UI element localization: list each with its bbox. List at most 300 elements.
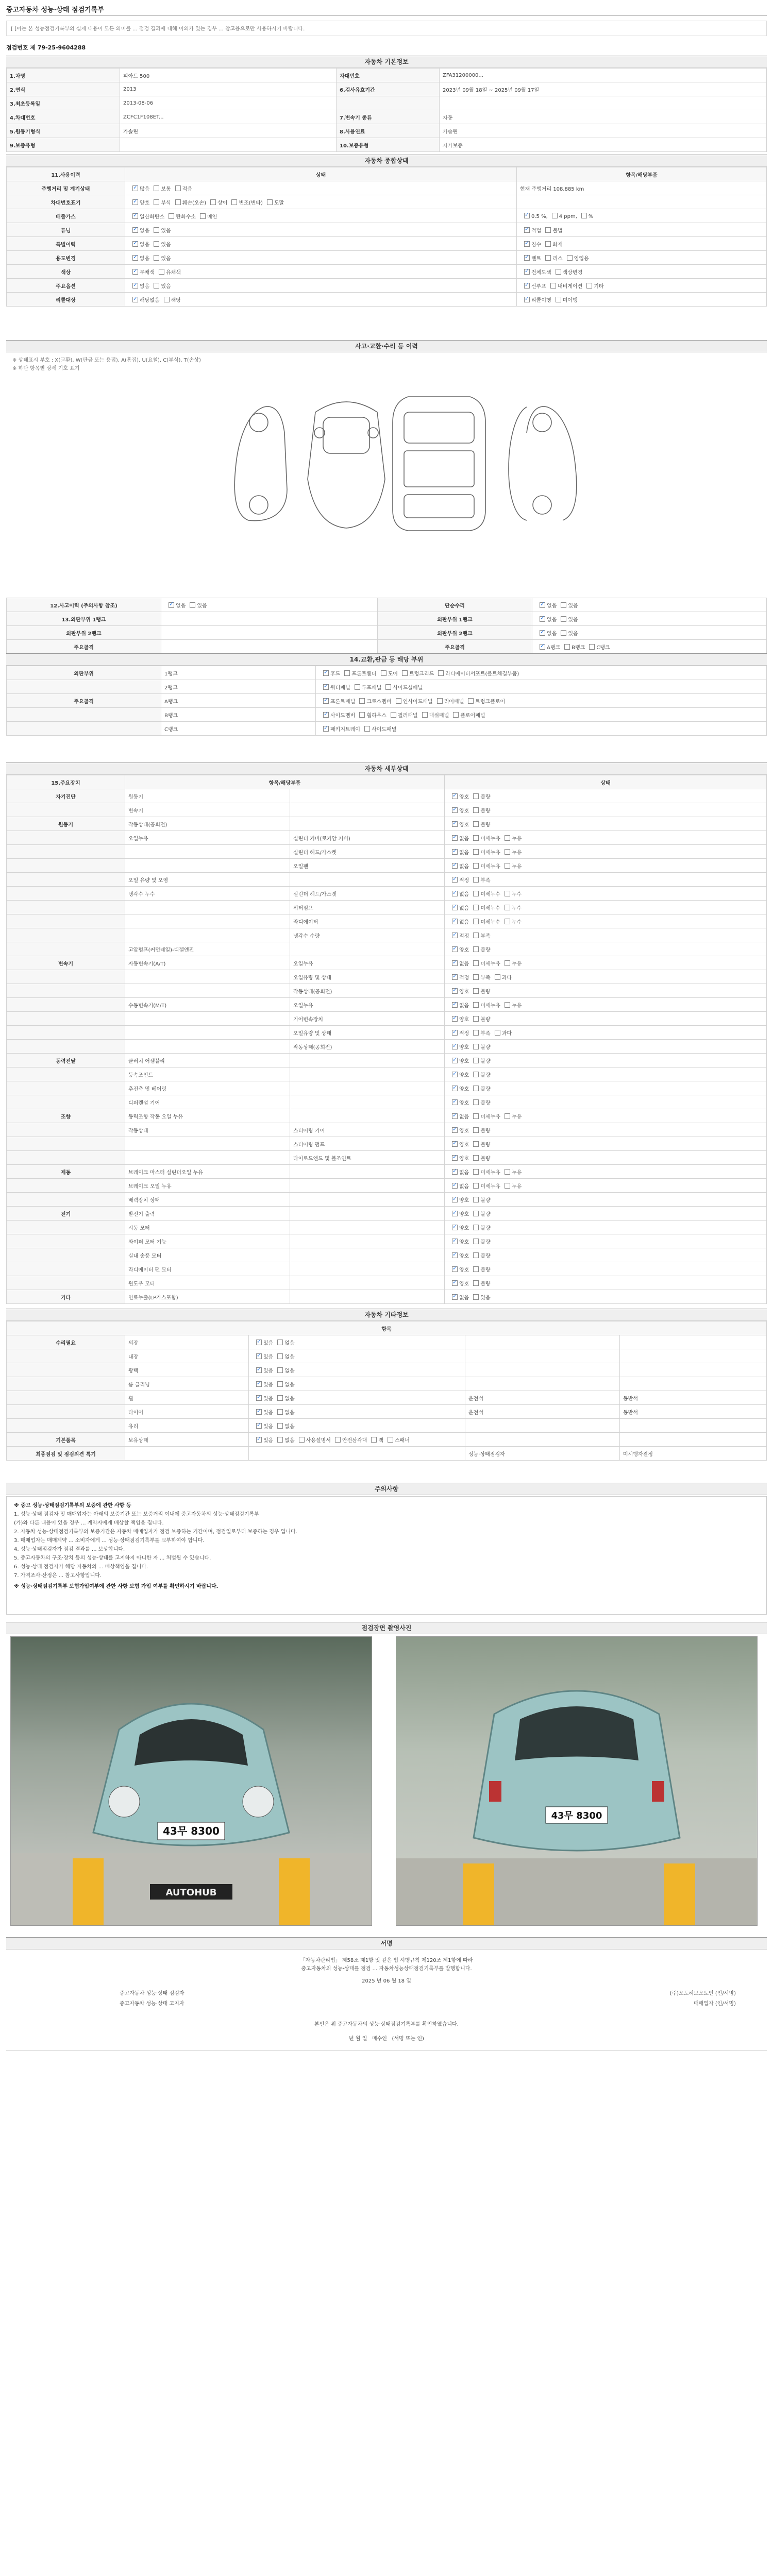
checkbox[interactable] — [169, 213, 174, 219]
sub-item-name — [290, 1207, 445, 1221]
checkbox[interactable] — [473, 1127, 479, 1133]
checkbox-label: 있음 — [263, 1340, 274, 1346]
checkbox[interactable] — [505, 891, 510, 896]
checkbox[interactable] — [452, 1211, 458, 1216]
inspection-number-label: 점검번호 제 — [6, 44, 36, 51]
checkbox[interactable] — [473, 1141, 479, 1147]
status-cell — [445, 1193, 767, 1207]
row-label: 배출가스 — [7, 209, 125, 223]
table-row — [7, 666, 767, 680]
checkbox-label: 트렁크플로어 — [475, 699, 506, 705]
row-item: 타이어 — [125, 1405, 249, 1419]
checkbox[interactable] — [505, 1002, 510, 1008]
checkbox-label: 사이드멤버 — [330, 713, 356, 719]
checkbox-label: 플로어패널 — [460, 713, 485, 719]
checkbox[interactable] — [359, 712, 365, 718]
checkbox[interactable] — [256, 1381, 262, 1387]
checkbox[interactable] — [277, 1423, 283, 1429]
status-cell — [445, 1207, 767, 1221]
table-row — [7, 626, 767, 640]
checkbox[interactable] — [452, 933, 458, 938]
checkbox-label: 불량 — [480, 822, 491, 828]
checkbox[interactable] — [473, 891, 479, 896]
table-row — [7, 69, 767, 82]
row-group — [7, 1405, 125, 1419]
checkbox[interactable] — [132, 241, 138, 247]
checkbox[interactable] — [256, 1367, 262, 1373]
row-group: 수리필요 — [7, 1335, 125, 1349]
checkbox-label: 필러패널 — [397, 713, 418, 719]
checkbox-label: % — [588, 213, 594, 219]
checkbox[interactable] — [359, 698, 365, 704]
checkbox[interactable] — [540, 602, 545, 608]
checkbox[interactable] — [164, 297, 170, 302]
checkbox[interactable] — [505, 835, 510, 841]
checkbox[interactable] — [132, 213, 138, 219]
table-row — [7, 195, 767, 209]
extra-cell: 동반석 — [620, 1405, 767, 1419]
table-row — [7, 831, 767, 845]
autohub-sign: AUTOHUB — [165, 1887, 217, 1898]
checkbox[interactable] — [154, 227, 159, 233]
status-cell — [125, 265, 517, 279]
checkbox[interactable] — [323, 670, 329, 676]
checkbox[interactable] — [473, 863, 479, 869]
checkbox[interactable] — [175, 185, 181, 191]
checkbox[interactable] — [524, 283, 530, 289]
checkbox[interactable] — [452, 1197, 458, 1202]
checkbox[interactable] — [473, 1030, 479, 1036]
checkbox[interactable] — [452, 1086, 458, 1091]
checkbox[interactable] — [473, 1169, 479, 1175]
item-name: 실내 송풍 모터 — [125, 1248, 290, 1262]
checkbox[interactable] — [552, 213, 558, 218]
status-cell — [125, 279, 517, 293]
basic-label: 4.차대번호 — [7, 110, 120, 124]
checkbox[interactable] — [505, 1113, 510, 1119]
checkbox[interactable] — [505, 905, 510, 910]
checkbox[interactable] — [452, 1183, 458, 1189]
checkbox[interactable] — [452, 1280, 458, 1286]
checkbox[interactable] — [154, 185, 159, 191]
checkbox-label: 불량 — [480, 1072, 491, 1078]
checkbox[interactable] — [132, 185, 138, 191]
item-name: 작동상태 — [125, 1123, 290, 1137]
checkbox[interactable] — [524, 255, 530, 261]
checkbox-label: 있음 — [161, 283, 171, 290]
device-group: 제동 — [7, 1165, 125, 1179]
checkbox[interactable] — [452, 835, 458, 841]
checkbox-label: 훼손(오손) — [182, 200, 207, 206]
checkbox[interactable] — [452, 1072, 458, 1077]
checkbox[interactable] — [473, 821, 479, 827]
checkbox[interactable] — [154, 199, 159, 205]
checkbox[interactable] — [422, 712, 428, 718]
signature-date: 2025 년 06 월 18 일 — [362, 1978, 411, 1984]
checkbox-label: 미이행 — [562, 297, 578, 303]
accident-parts-subtitle: 14.교환,판금 등 해당 부위 — [6, 653, 767, 666]
checkbox[interactable] — [473, 1002, 479, 1008]
checkbox[interactable] — [453, 712, 459, 718]
checkbox[interactable] — [277, 1395, 283, 1401]
checkbox[interactable] — [540, 616, 545, 622]
checkbox[interactable] — [256, 1395, 262, 1401]
checkbox[interactable] — [473, 974, 479, 980]
checkbox[interactable] — [231, 199, 237, 205]
checkbox[interactable] — [473, 1280, 479, 1286]
checkbox[interactable] — [452, 905, 458, 910]
checkbox[interactable] — [452, 1266, 458, 1272]
table-row — [7, 612, 767, 626]
extra-cell — [620, 1363, 767, 1377]
checkbox[interactable] — [452, 793, 458, 799]
checkbox[interactable] — [505, 849, 510, 855]
table-row — [7, 251, 767, 265]
checkbox-label: 휠하우스 — [366, 713, 386, 719]
checkbox-label: 양호 — [459, 1016, 469, 1023]
checkbox-label: 양호 — [459, 822, 469, 828]
checkbox[interactable] — [473, 877, 479, 883]
checkbox-label: 잭 — [378, 1437, 383, 1444]
checkbox[interactable] — [190, 602, 195, 608]
checkbox[interactable] — [540, 630, 545, 636]
checkbox[interactable] — [452, 1058, 458, 1063]
item-name — [125, 845, 290, 859]
checkbox[interactable] — [210, 199, 216, 205]
footer-divider — [6, 2050, 767, 2051]
checkbox[interactable] — [473, 1211, 479, 1216]
table-row — [7, 722, 767, 736]
checkbox[interactable] — [385, 684, 391, 690]
checkbox[interactable] — [154, 255, 159, 261]
device-group — [7, 1193, 125, 1207]
sub-item-name — [290, 1248, 445, 1262]
item-name — [125, 1040, 290, 1054]
checkbox-label: 도어 — [388, 671, 398, 677]
checkbox[interactable] — [452, 1225, 458, 1230]
checkbox[interactable] — [323, 726, 329, 732]
checkbox[interactable] — [452, 1099, 458, 1105]
checkbox-label: 선루프 — [531, 283, 546, 290]
checkbox[interactable] — [452, 960, 458, 966]
checkbox[interactable] — [495, 974, 500, 980]
row-label: 13.외판부위 1랭크 — [7, 612, 161, 626]
checkbox[interactable] — [335, 1437, 341, 1443]
status-cell — [249, 1363, 465, 1377]
status-cell — [445, 831, 767, 845]
status-cell — [445, 914, 767, 928]
sub-item-name: 작동상태(공회전) — [290, 984, 445, 998]
checkbox[interactable] — [452, 1169, 458, 1175]
checkbox[interactable] — [473, 793, 479, 799]
inspection-number-value: 79-25-9604288 — [37, 44, 86, 51]
checkbox[interactable] — [169, 602, 174, 608]
checkbox[interactable] — [524, 213, 530, 218]
checkbox-label: 영업용 — [574, 256, 589, 262]
checkbox[interactable] — [371, 1437, 377, 1443]
checkbox[interactable] — [452, 1044, 458, 1049]
checkbox[interactable] — [550, 283, 556, 289]
checkbox[interactable] — [323, 684, 329, 690]
checkbox[interactable] — [545, 241, 551, 247]
checkbox[interactable] — [473, 1294, 479, 1300]
sub-item-name: 실린더 커버(로커암 커버) — [290, 831, 445, 845]
checkbox[interactable] — [540, 644, 545, 650]
checkbox[interactable] — [277, 1381, 283, 1387]
device-group — [7, 1067, 125, 1081]
checkbox[interactable] — [473, 905, 479, 910]
checkbox[interactable] — [355, 684, 360, 690]
checkbox[interactable] — [277, 1367, 283, 1373]
row-label: 주요골격 — [7, 640, 161, 654]
checkbox[interactable] — [323, 712, 329, 718]
sub-item-name — [290, 1081, 445, 1095]
checkbox[interactable] — [473, 1155, 479, 1161]
checkbox[interactable] — [452, 849, 458, 855]
checkbox[interactable] — [256, 1353, 262, 1359]
checkbox[interactable] — [452, 919, 458, 924]
device-group — [7, 1012, 125, 1026]
row-label: 차대번호표기 — [7, 195, 125, 209]
checkbox[interactable] — [567, 255, 573, 261]
checkbox[interactable] — [495, 1030, 500, 1036]
checkbox[interactable] — [473, 933, 479, 938]
checkbox[interactable] — [132, 283, 138, 289]
checkbox[interactable] — [452, 974, 458, 980]
checkbox[interactable] — [452, 821, 458, 827]
checkbox[interactable] — [556, 297, 561, 302]
checkbox-label: 색상변경 — [562, 269, 583, 276]
checkbox[interactable] — [473, 807, 479, 813]
checkbox[interactable] — [381, 670, 386, 676]
checkbox[interactable] — [159, 269, 164, 275]
basic-value-right: 자동 — [440, 110, 767, 124]
checkbox[interactable] — [452, 1294, 458, 1300]
checkbox[interactable] — [452, 877, 458, 883]
checkbox-label: 유채색 — [165, 269, 181, 276]
checkbox-label: A랭크 — [547, 645, 561, 651]
checkbox[interactable] — [277, 1353, 283, 1359]
checkbox[interactable] — [452, 1141, 458, 1147]
checkbox[interactable] — [524, 297, 530, 302]
checkbox[interactable] — [589, 644, 595, 650]
checkbox[interactable] — [452, 1252, 458, 1258]
checkbox[interactable] — [561, 630, 566, 636]
status-cell — [125, 209, 517, 223]
checkbox[interactable] — [277, 1437, 283, 1443]
checkbox[interactable] — [473, 1239, 479, 1244]
checkbox[interactable] — [452, 988, 458, 994]
checkbox[interactable] — [256, 1423, 262, 1429]
status-cell — [161, 612, 378, 626]
checkbox[interactable] — [586, 283, 592, 289]
table-row — [7, 887, 767, 901]
checkbox[interactable] — [256, 1437, 262, 1443]
checkbox[interactable] — [396, 698, 401, 704]
checkbox-label: 부족 — [480, 1030, 491, 1037]
device-group — [7, 1026, 125, 1040]
checkbox[interactable] — [473, 1225, 479, 1230]
checkbox-label: 불량 — [480, 1156, 491, 1162]
checkbox[interactable] — [154, 241, 159, 247]
checkbox[interactable] — [452, 891, 458, 896]
table-row — [7, 1262, 767, 1276]
checkbox[interactable] — [524, 269, 530, 275]
device-group: 원동기 — [7, 817, 125, 831]
table-row — [7, 1377, 767, 1391]
checkbox[interactable] — [473, 1044, 479, 1049]
checkbox[interactable] — [473, 1016, 479, 1022]
checkbox-label: 미세누유 — [480, 863, 500, 870]
row-item: 외장 — [125, 1335, 249, 1349]
checkbox[interactable] — [132, 255, 138, 261]
checkbox[interactable] — [473, 835, 479, 841]
checkbox[interactable] — [473, 1086, 479, 1091]
checkbox[interactable] — [561, 616, 566, 622]
checkbox[interactable] — [468, 698, 474, 704]
checkbox-label: 있음 — [568, 617, 578, 623]
checkbox[interactable] — [452, 1016, 458, 1022]
status-cell — [445, 817, 767, 831]
part-rank: B랭크 — [161, 708, 316, 722]
checkbox[interactable] — [132, 297, 138, 302]
checkbox[interactable] — [323, 698, 329, 704]
sub-item-name: 스티어링 펌프 — [290, 1137, 445, 1151]
status-cell — [445, 1137, 767, 1151]
checkbox[interactable] — [473, 919, 479, 924]
table-row — [7, 223, 767, 237]
checkbox[interactable] — [132, 227, 138, 233]
checkbox[interactable] — [473, 1266, 479, 1272]
checkbox-label: 기타 — [594, 283, 604, 290]
status-cell — [161, 598, 378, 612]
checkbox[interactable] — [132, 199, 138, 205]
part-group — [7, 708, 161, 722]
checkbox[interactable] — [473, 988, 479, 994]
checkbox-label: 없음 — [284, 1368, 295, 1374]
checkbox-label: 미세누유 — [480, 1114, 500, 1120]
checkbox[interactable] — [438, 670, 444, 676]
checkbox[interactable] — [256, 1340, 262, 1345]
table-row — [7, 1137, 767, 1151]
checkbox[interactable] — [452, 946, 458, 952]
checkbox[interactable] — [473, 849, 479, 855]
item-name — [125, 970, 290, 984]
checkbox-label: 없음 — [547, 603, 557, 609]
checkbox[interactable] — [391, 712, 396, 718]
checkbox[interactable] — [473, 1183, 479, 1189]
table-header-row — [7, 775, 767, 789]
checkbox[interactable] — [452, 863, 458, 869]
checkbox[interactable] — [581, 213, 587, 218]
table-row — [7, 1040, 767, 1054]
checkbox[interactable] — [473, 1197, 479, 1202]
checkbox-label: 적음 — [182, 186, 192, 192]
checkbox[interactable] — [267, 199, 273, 205]
checkbox[interactable] — [473, 946, 479, 952]
checkbox[interactable] — [132, 269, 138, 275]
checkbox[interactable] — [473, 1058, 479, 1063]
checkbox[interactable] — [473, 1072, 479, 1077]
checkbox[interactable] — [388, 1437, 393, 1443]
buyer-label: 매수인 — [372, 2036, 387, 2042]
checkbox[interactable] — [505, 1183, 510, 1189]
checkbox-label: 있음 — [161, 242, 171, 248]
basic-value: 피아트 500 — [120, 69, 337, 82]
checkbox[interactable] — [402, 670, 408, 676]
checkbox[interactable] — [154, 283, 159, 289]
checkbox[interactable] — [277, 1340, 283, 1345]
checkbox-label: 불량 — [480, 1058, 491, 1064]
checkbox[interactable] — [561, 602, 566, 608]
checkbox[interactable] — [452, 807, 458, 813]
checkbox[interactable] — [452, 1239, 458, 1244]
checkbox[interactable] — [200, 213, 206, 219]
checkbox[interactable] — [524, 227, 530, 233]
table-row — [7, 928, 767, 942]
row-label: 주요옵션 — [7, 279, 125, 293]
checkbox[interactable] — [452, 1155, 458, 1161]
checkbox[interactable] — [452, 1113, 458, 1119]
checkbox[interactable] — [545, 227, 551, 233]
checkbox[interactable] — [505, 863, 510, 869]
checkbox-label: 렌트 — [531, 256, 542, 262]
checkbox-label: 누수 — [511, 891, 522, 897]
checkbox[interactable] — [344, 670, 350, 676]
rear-photo — [396, 1636, 758, 1926]
table-row — [7, 1165, 767, 1179]
item-name: 원동기 — [125, 789, 290, 803]
detail-cell — [517, 265, 767, 279]
checkbox[interactable] — [364, 726, 370, 732]
checkbox[interactable] — [452, 1030, 458, 1036]
checkbox[interactable] — [277, 1409, 283, 1415]
accident-parts-table — [6, 666, 767, 736]
status-cell — [125, 223, 517, 237]
checkbox-label: 없음 — [547, 617, 557, 623]
checkbox[interactable] — [175, 199, 181, 205]
checkbox[interactable] — [437, 698, 443, 704]
checkbox[interactable] — [473, 960, 479, 966]
status-cell — [445, 1179, 767, 1193]
checkbox-label: 크로스멤버 — [366, 699, 392, 705]
checkbox[interactable] — [473, 1113, 479, 1119]
checkbox[interactable] — [473, 1252, 479, 1258]
checkbox-label: 있음 — [568, 603, 578, 609]
table-row — [7, 845, 767, 859]
checkbox[interactable] — [452, 1127, 458, 1133]
checkbox[interactable] — [505, 919, 510, 924]
checkbox[interactable] — [505, 1169, 510, 1175]
checkbox[interactable] — [299, 1437, 305, 1443]
column-header: 항목 — [7, 1321, 767, 1335]
checkbox-label: 있음 — [263, 1423, 274, 1430]
checkbox[interactable] — [556, 269, 561, 275]
checkbox-label: 리콜이행 — [531, 297, 551, 303]
extra-cell — [620, 1419, 767, 1433]
car-outline-illustration — [6, 376, 767, 541]
checkbox-label: 양호 — [459, 1211, 469, 1217]
checkbox[interactable] — [452, 1002, 458, 1008]
checkbox[interactable] — [524, 241, 530, 247]
checkbox[interactable] — [256, 1409, 262, 1415]
checkbox[interactable] — [545, 255, 551, 261]
checkbox[interactable] — [473, 1099, 479, 1105]
table-row — [7, 1276, 767, 1290]
checkbox[interactable] — [564, 644, 570, 650]
checkbox[interactable] — [505, 960, 510, 966]
sub-item-name: 오일팬 — [290, 859, 445, 873]
